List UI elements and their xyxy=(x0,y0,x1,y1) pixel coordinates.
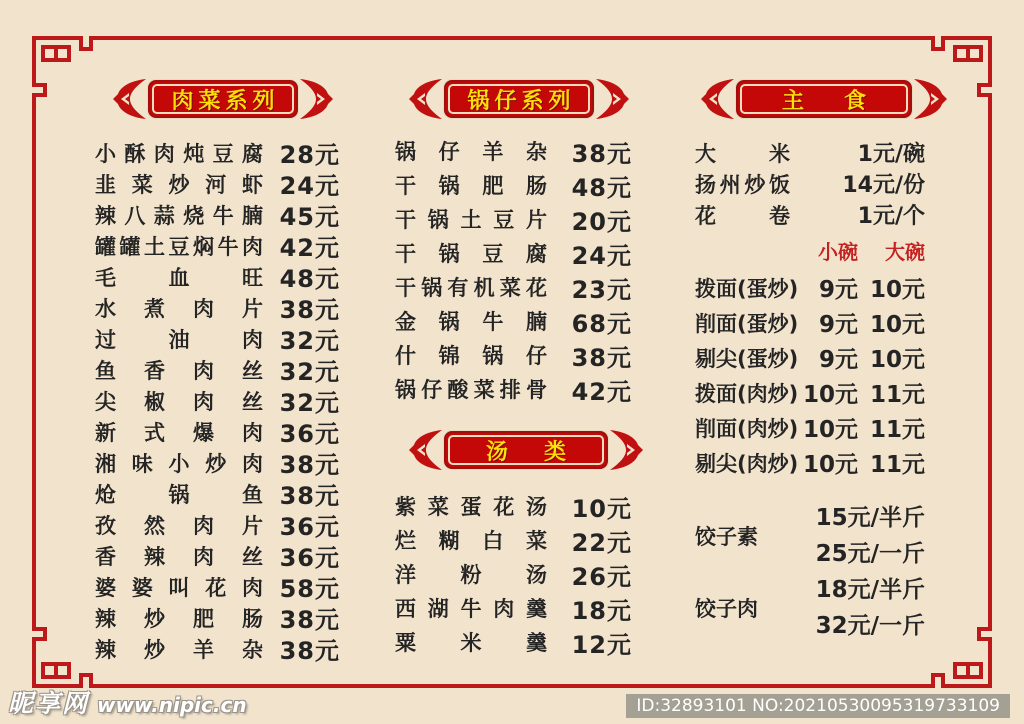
section-title: 锅仔系列 xyxy=(467,88,576,114)
watermark xyxy=(8,684,247,720)
menu-item-row xyxy=(395,304,632,338)
dish-name: 韭菜炒河虾 xyxy=(95,172,263,197)
dish-price: 38元 xyxy=(279,637,340,665)
menu-item-row xyxy=(95,447,340,478)
dish-name: 香辣肉丝 xyxy=(95,544,263,569)
dish-name: 削面(蛋炒) xyxy=(695,311,799,336)
dish-name: 洋粉汤 xyxy=(395,563,547,587)
dish-name: 削面(肉炒) xyxy=(695,416,799,441)
menu-item-row xyxy=(395,625,632,659)
dish-price: 38元 xyxy=(279,606,340,634)
dish-name: 烂糊白菜 xyxy=(395,529,547,553)
menu-item-row xyxy=(695,168,925,199)
dish-price: 48元 xyxy=(571,173,632,202)
dish-name: 西湖牛肉羹 xyxy=(395,597,547,621)
half-jin-price: 15元/半斤 xyxy=(815,505,925,531)
one-jin-price: 25元/一斤 xyxy=(815,541,925,567)
large-bowl-price: 10元 xyxy=(869,347,925,373)
menu-item-row xyxy=(395,236,632,270)
menu-item-row xyxy=(95,385,340,416)
large-bowl-price: 10元 xyxy=(869,277,925,303)
half-jin-price: 18元/半斤 xyxy=(815,577,925,603)
dish-name: 锅仔羊杂 xyxy=(395,140,547,164)
banner-plate xyxy=(444,431,608,469)
section-header-staple xyxy=(700,77,922,121)
large-bowl-label: 大碗 xyxy=(885,239,925,264)
menu-item-row xyxy=(95,292,340,323)
small-bowl-price: 9元 xyxy=(818,347,858,373)
dish-name: 饺子素 xyxy=(695,525,758,549)
dish-price: 32元 xyxy=(279,327,340,355)
soup-dishes-list xyxy=(395,489,632,659)
menu-item-row xyxy=(395,523,632,557)
menu-item-row xyxy=(395,372,632,406)
banner-ornament-right-icon xyxy=(912,77,948,121)
section-title: 肉菜系列 xyxy=(171,88,280,114)
small-bowl-price: 9元 xyxy=(818,277,858,303)
dish-price: 18元 xyxy=(571,596,632,625)
dish-name: 粟米羹 xyxy=(395,631,547,655)
dish-name: 罐罐土豆焖牛肉 xyxy=(95,234,263,259)
menu-item-row xyxy=(95,633,340,664)
banner-ornament-left-icon xyxy=(112,77,148,121)
dish-price: 38元 xyxy=(571,139,632,168)
dish-price: 32元 xyxy=(279,358,340,386)
menu-item-row xyxy=(95,199,340,230)
dumpling-item-row xyxy=(695,572,925,644)
dish-name: 干锅肥肠 xyxy=(395,174,547,198)
menu-item-row xyxy=(395,134,632,168)
dish-price: 42元 xyxy=(279,234,340,262)
noodle-item-row xyxy=(695,375,925,410)
dish-price: 32元 xyxy=(279,389,340,417)
dish-name: 辣炒肥肠 xyxy=(95,606,263,631)
noodle-item-row xyxy=(695,305,925,340)
menu-item-row xyxy=(395,202,632,236)
noodle-item-row xyxy=(695,340,925,375)
dumpling-item-row xyxy=(695,500,925,572)
watermark-logo: 昵享网 xyxy=(8,689,90,718)
menu-item-row xyxy=(95,137,340,168)
dish-name: 毛血旺 xyxy=(95,265,263,290)
section-header-pot xyxy=(408,77,630,121)
small-bowl-label: 小碗 xyxy=(818,239,858,264)
dish-price: 12元 xyxy=(571,630,632,659)
dish-price: 58元 xyxy=(279,575,340,603)
banner-plate xyxy=(736,80,912,118)
dish-name: 尖椒肉丝 xyxy=(95,389,263,414)
dish-price: 48元 xyxy=(279,265,340,293)
dumpling-prices xyxy=(805,500,925,572)
banner-plate xyxy=(444,80,594,118)
banner-ornament-left-icon xyxy=(408,428,444,472)
noodle-item-row xyxy=(695,410,925,445)
menu-item-row xyxy=(95,168,340,199)
dish-price: 24元 xyxy=(571,241,632,270)
dish-name: 拨面(肉炒) xyxy=(695,381,799,406)
dish-price: 45元 xyxy=(279,203,340,231)
dish-name: 金锅牛腩 xyxy=(395,310,547,334)
dish-name: 鱼香肉丝 xyxy=(95,358,263,383)
watermark-url: www.nipic.cn xyxy=(97,693,247,717)
dish-price: 38元 xyxy=(279,482,340,510)
dish-name: 湘味小炒肉 xyxy=(95,451,263,476)
dish-name: 婆婆叫花肉 xyxy=(95,575,263,600)
dish-name: 炝锅鱼 xyxy=(95,482,263,507)
dish-price: 42元 xyxy=(571,377,632,406)
dish-name: 过油肉 xyxy=(95,327,263,352)
image-id-badge: ID:32893101 NO:20210530095319733109 xyxy=(626,694,1010,718)
dish-name: 孜然肉片 xyxy=(95,513,263,538)
large-bowl-price: 11元 xyxy=(869,452,925,478)
dish-price: 23元 xyxy=(571,275,632,304)
banner-ornament-left-icon xyxy=(700,77,736,121)
banner-ornament-right-icon xyxy=(594,77,630,121)
menu-item-row xyxy=(695,199,925,230)
dish-name: 干锅有机菜花 xyxy=(395,276,547,300)
dish-price: 10元 xyxy=(571,494,632,523)
dish-name: 大米 xyxy=(695,141,790,166)
banner-ornament-right-icon xyxy=(298,77,334,121)
small-bowl-price: 9元 xyxy=(818,312,858,338)
dish-price: 1元/碗 xyxy=(857,142,925,167)
dish-name: 剔尖(蛋炒) xyxy=(695,346,799,371)
dish-name: 水煮肉片 xyxy=(95,296,263,321)
dumplings-group xyxy=(695,500,925,644)
one-jin-price: 32元/一斤 xyxy=(815,613,925,639)
menu-item-row xyxy=(95,602,340,633)
menu-item-row xyxy=(695,137,925,168)
menu-item-row xyxy=(395,557,632,591)
dish-name: 拨面(蛋炒) xyxy=(695,276,799,301)
dish-name: 新式爆肉 xyxy=(95,420,263,445)
banner-plate xyxy=(148,80,298,118)
menu-item-row xyxy=(95,261,340,292)
pot-dishes-list xyxy=(395,134,632,406)
dish-price: 36元 xyxy=(279,513,340,541)
dish-name: 辣八蒜烧牛腩 xyxy=(95,203,263,228)
dish-price: 36元 xyxy=(279,420,340,448)
section-header-soup xyxy=(408,428,630,472)
small-bowl-price: 10元 xyxy=(802,452,858,478)
menu-item-row xyxy=(395,591,632,625)
menu-item-row xyxy=(395,168,632,202)
large-bowl-price: 10元 xyxy=(869,312,925,338)
dish-name: 锅仔酸菜排骨 xyxy=(395,378,547,402)
dish-price: 38元 xyxy=(571,343,632,372)
large-bowl-price: 11元 xyxy=(869,417,925,443)
dish-price: 38元 xyxy=(279,296,340,324)
dish-name: 干锅豆腐 xyxy=(395,242,547,266)
dish-price: 36元 xyxy=(279,544,340,572)
banner-ornament-right-icon xyxy=(608,428,644,472)
menu-item-row xyxy=(95,540,340,571)
dish-name: 花卷 xyxy=(695,203,790,228)
small-bowl-price: 10元 xyxy=(802,382,858,408)
dish-price: 24元 xyxy=(279,172,340,200)
menu-item-row xyxy=(95,230,340,261)
menu-item-row xyxy=(395,270,632,304)
dish-name: 饺子肉 xyxy=(695,597,758,621)
large-bowl-price: 11元 xyxy=(869,382,925,408)
menu-item-row xyxy=(95,323,340,354)
dish-price: 38元 xyxy=(279,451,340,479)
dish-name: 什锦锅仔 xyxy=(395,344,547,368)
section-header-meat xyxy=(112,77,334,121)
meat-dishes-list xyxy=(95,137,340,664)
dish-name: 辣炒羊杂 xyxy=(95,637,263,662)
menu-item-row xyxy=(395,489,632,523)
dish-price: 14元/份 xyxy=(842,173,925,198)
dish-price: 1元/个 xyxy=(857,204,925,229)
dish-price: 28元 xyxy=(279,141,340,169)
small-bowl-price: 10元 xyxy=(802,417,858,443)
section-title: 汤类 xyxy=(486,439,603,465)
menu-item-row xyxy=(95,478,340,509)
section-title: 主食 xyxy=(782,88,907,114)
bowl-size-header xyxy=(695,230,925,270)
dish-name: 干锅土豆片 xyxy=(395,208,547,232)
dish-name: 剔尖(肉炒) xyxy=(695,451,799,476)
menu-item-row xyxy=(95,509,340,540)
dish-price: 20元 xyxy=(571,207,632,236)
dish-name: 紫菜蛋花汤 xyxy=(395,495,547,519)
dumpling-prices xyxy=(805,572,925,644)
dish-name: 小酥肉炖豆腐 xyxy=(95,141,263,166)
menu-item-row xyxy=(395,338,632,372)
menu-item-row xyxy=(95,571,340,602)
staple-food-list xyxy=(695,137,925,644)
noodle-item-row xyxy=(695,445,925,480)
banner-ornament-left-icon xyxy=(408,77,444,121)
dish-name: 扬州炒饭 xyxy=(695,172,790,197)
dish-price: 22元 xyxy=(571,528,632,557)
dish-price: 26元 xyxy=(571,562,632,591)
menu-item-row xyxy=(95,354,340,385)
dish-price: 68元 xyxy=(571,309,632,338)
noodle-item-row xyxy=(695,270,925,305)
menu-item-row xyxy=(95,416,340,447)
